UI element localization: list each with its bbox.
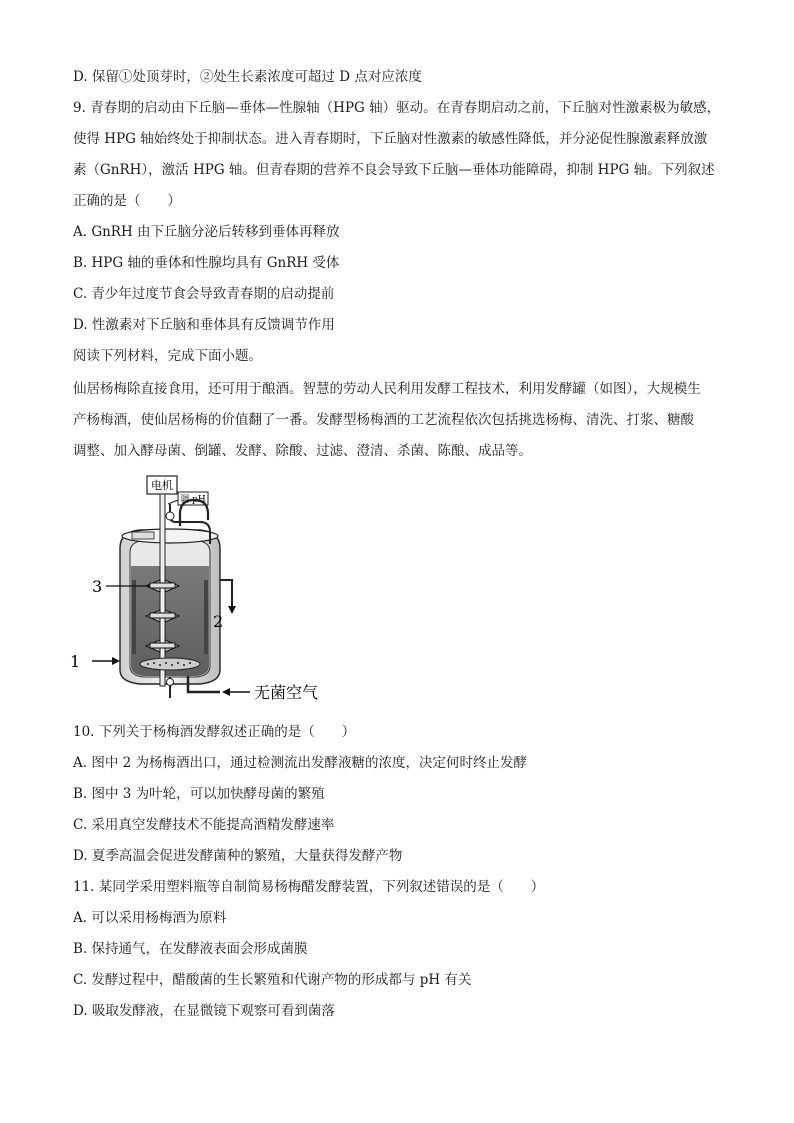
material-line-3: 调整、加入酵母菌、倒罐、发酵、除酸、过滤、澄清、杀菌、陈酿、成品等。	[73, 443, 532, 459]
q10-option-a: A. 图中 2 为杨梅酒出口，通过检测流出发酵液糖的浓度，决定何时终止发酵	[73, 755, 528, 771]
q10-option-b: B. 图中 3 为叶轮，可以加快酵母菌的繁殖	[73, 786, 325, 802]
q10-option-d: D. 夏季高温会促进发酵菌种的繁殖，大量获得发酵产物	[73, 848, 403, 864]
q11-option-c: C. 发酵过程中，醋酸菌的生长繁殖和代谢产物的形成都与 pH 有关	[73, 972, 472, 988]
q9-option-b: B. HPG 轴的垂体和性腺均具有 GnRH 受体	[73, 255, 340, 271]
air-label: 无菌空气	[254, 683, 319, 702]
label-3: 3	[92, 577, 103, 596]
q11-stem: 11. 某同学采用塑料瓶等自制简易杨梅醋发酵装置，下列叙述错误的是（ ）	[73, 879, 545, 895]
q9-stem-line-2: 使得 HPG 轴始终处于抑制状态。进入青春期时，下丘脑对性激素的敏感性降低，并分泌促性腺激素释放激	[73, 131, 708, 147]
stirring-shaft	[160, 494, 165, 686]
material-line-1: 仙居杨梅除直接食用，还可用于酿酒。智慧的劳动人民利用发酵工程技术，利用发酵罐（如图），大规模生	[73, 381, 701, 397]
ph-label: 调 pH	[180, 495, 206, 505]
label-2: 2	[213, 612, 224, 631]
q11-option-b: B. 保持通气，在发酵液表面会形成菌膜	[73, 941, 308, 957]
q8-option-d: D. 保留①处顶芽时，②处生长素浓度可超过 D 点对应浓度	[73, 69, 422, 85]
fermenter-figure	[60, 470, 330, 710]
q11-option-d: D. 吸取发酵液，在显微镜下观察可看到菌落	[73, 1003, 335, 1019]
q9-option-a: A. GnRH 由下丘脑分泌后转移到垂体再释放	[73, 224, 340, 240]
motor-label: 电机	[151, 479, 173, 492]
q11-option-a: A. 可以采用杨梅酒为原料	[73, 910, 227, 926]
material-intro: 阅读下列材料，完成下面小题。	[73, 348, 262, 364]
label-1: 1	[70, 652, 81, 671]
q9-stem-line-1: 9. 青春期的启动由下丘脑—垂体—性腺轴（HPG 轴）驱动。在青春期启动之前，下丘脑对性激素极为敏感，	[73, 100, 721, 116]
q9-option-c: C. 青少年过度节食会导致青春期的启动提前	[73, 286, 335, 302]
q10-stem: 10. 下列关于杨梅酒发酵叙述正确的是（ ）	[73, 724, 356, 740]
material-line-2: 产杨梅酒，使仙居杨梅的价值翻了一番。发酵型杨梅酒的工艺流程依次包括挑选杨梅、清洗、打浆、糖酸	[73, 412, 694, 428]
q9-option-d: D. 性激素对下丘脑和垂体具有反馈调节作用	[73, 317, 335, 333]
q9-stem-line-4: 正确的是（ ）	[73, 193, 181, 209]
q9-stem-line-3: 素（GnRH），激活 HPG 轴。但青春期的营养不良会导致下丘脑—垂体功能障碍，抑制 HPG 轴。下列叙述	[73, 162, 715, 178]
q10-option-c: C. 采用真空发酵技术不能提高酒精发酵速率	[73, 817, 335, 833]
